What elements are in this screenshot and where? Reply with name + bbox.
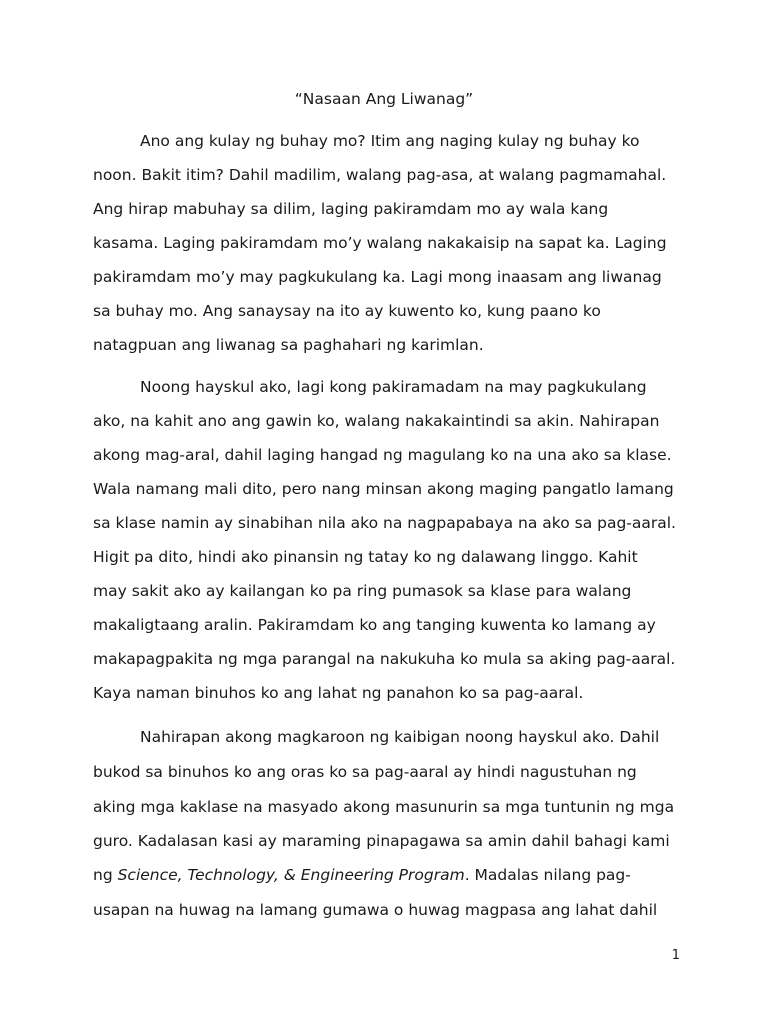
paragraph-3-line-3: aking mga kaklase na masyado akong masunurin sa mga tuntunin ng mga [93,798,675,816]
paragraph-3-line-5 [93,864,693,886]
paragraph-2-line-10: Kaya naman binuhos ko ang lahat ng panahon ko sa pag-aaral. [93,684,584,702]
paragraph-3-line-4: guro. Kadalasan kasi ay maraming pinapagawa sa amin dahil bahagi kami [93,832,670,850]
paragraph-1-line-3: Ang hirap mabuhay sa dilim, laging pakiramdam mo ay wala kang [93,200,609,218]
paragraph-3-line-5-prefix: ng [93,866,118,884]
paragraph-1-line-1: Ano ang kulay ng buhay mo? Itim ang naging kulay ng buhay ko [140,132,640,150]
paragraph-2-line-3: akong mag-aral, dahil laging hangad ng magulang ko na una ako sa klase. [93,446,672,464]
paragraph-2-line-2: ako, na kahit ano ang gawin ko, walang nakakaintindi sa akin. Nahirapan [93,412,660,430]
paragraph-1-line-5: pakiramdam mo’y may pagkukulang ka. Lagi mong inaasam ang liwanag [93,268,662,286]
paragraph-2-line-8: makaligtaang aralin. Pakiramdam ko ang tanging kuwenta ko lamang ay [93,616,656,634]
document-title: “Nasaan Ang Liwanag” [294,90,474,108]
paragraph-2-line-1: Noong hayskul ako, lagi kong pakiramadam na may pagkukulang [140,378,647,396]
paragraph-3-line-6: usapan na huwag na lamang gumawa o huwag magpasa ang lahat dahil [93,901,658,919]
paragraph-1-line-2: noon. Bakit itim? Dahil madilim, walang pag-asa, at walang pagmamahal. [93,166,667,184]
paragraph-3-line-5-suffix: . Madalas nilang pag- [464,866,631,884]
paragraph-2-line-9: makapagpakita ng mga parangal na nakukuha ko mula sa aking pag-aaral. [93,650,676,668]
paragraph-2-line-6: Higit pa dito, hindi ako pinansin ng tatay ko ng dalawang linggo. Kahit [93,548,638,566]
page-number: 1 [671,948,680,963]
paragraph-2-line-7: may sakit ako ay kailangan ko pa ring pumasok sa klase para walang [93,582,632,600]
paragraph-3-line-2: bukod sa binuhos ko ang oras ko sa pag-aaral ay hindi nagustuhan ng [93,763,637,781]
paragraph-2-line-4: Wala namang mali dito, pero nang minsan akong maging pangatlo lamang [93,480,674,498]
program-name-italic: Science, Technology, & Engineering Program [117,866,465,884]
paragraph-2-line-5: sa klase namin ay sinabihan nila ako na nagpapabaya na ako sa pag-aaral. [93,514,676,532]
paragraph-3-line-1: Nahirapan akong magkaroon ng kaibigan noong hayskul ako. Dahil [140,728,660,746]
paragraph-1-line-7: natagpuan ang liwanag sa paghahari ng karimlan. [93,336,484,354]
paragraph-1-line-4: kasama. Laging pakiramdam mo’y walang nakakaisip na sapat ka. Laging [93,234,667,252]
paragraph-1-line-6: sa buhay mo. Ang sanaysay na ito ay kuwento ko, kung paano ko [93,302,601,320]
